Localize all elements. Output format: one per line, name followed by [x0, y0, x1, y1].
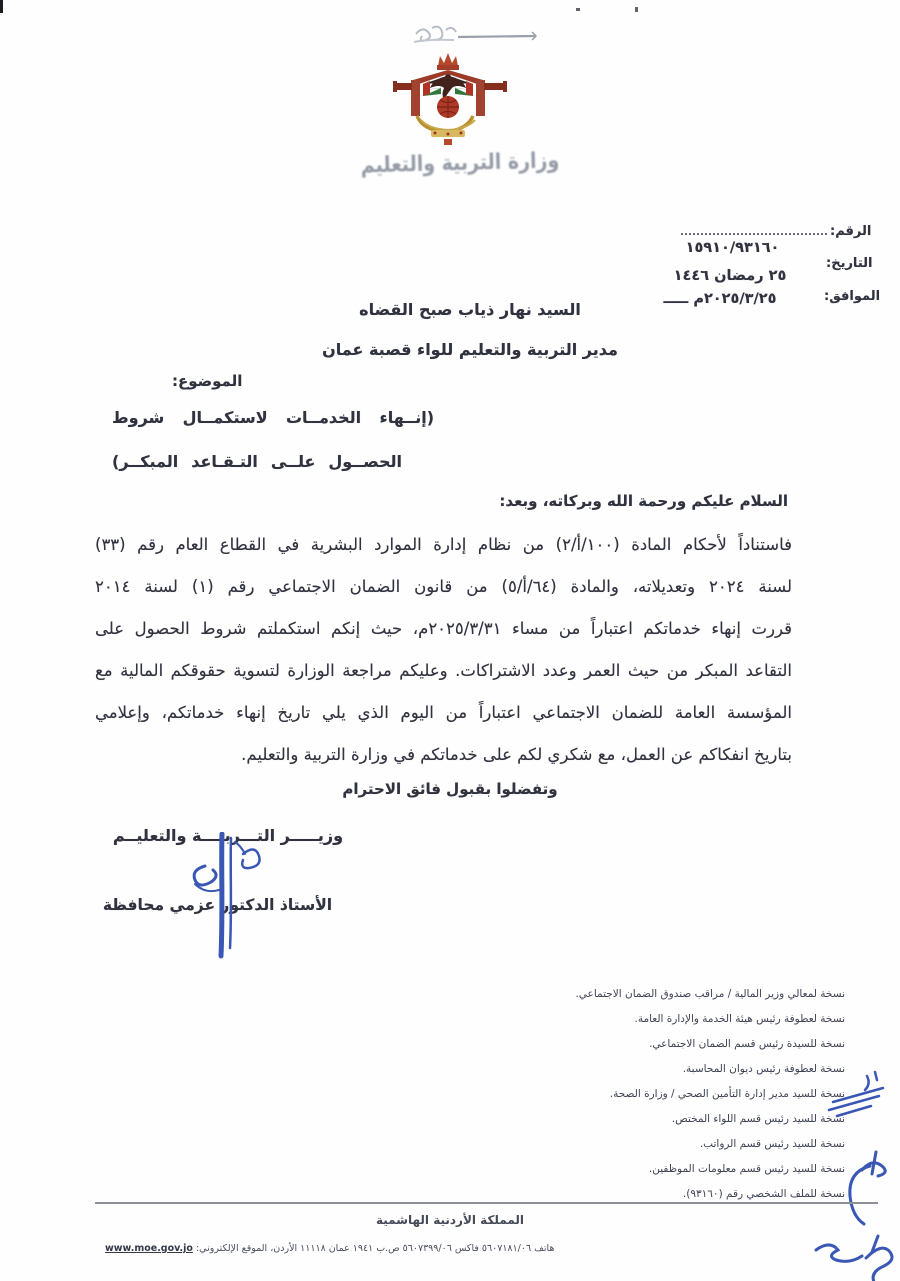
gregorian-date-value: ٢٠٢٥/٣/٢٥م ـــــ — [663, 291, 777, 307]
hijri-date-label: التاريخ: — [826, 256, 873, 271]
faint-stamp-mark — [408, 20, 543, 52]
subject-line-2: الحصــول علــى التـقـاعد المبكــر) — [112, 452, 402, 471]
jordan-coat-of-arms — [393, 50, 507, 148]
contact-text: هاتف ٥٦٠٧١٨١/٠٦ فاكس ٥٦٠٧٣٩٩/٠٦ ص.ب ١٩٤١ عمان ١١١١٨ الأردن، الموقع الإلكتروني: — [195, 1243, 555, 1254]
cc-item: نسخة للسيدة رئيس قسم الضمان الاجتماعي. — [649, 1038, 845, 1050]
cc-item: نسخة للملف الشخصي رقم (٩٣١٦٠). — [682, 1188, 845, 1200]
cc-item: نسخة لعطوفة رئيس هيئة الخدمة والإدارة العامة. — [634, 1013, 845, 1025]
coat-of-arms-icon — [393, 50, 507, 148]
speck-dot — [576, 8, 580, 11]
addressee-title: مدير التربية والتعليم للواء قصبة عمان — [322, 340, 618, 359]
body-line: لسنة ٢٠٢٤ وتعديلاته، والمادة (٦٤/أ/٥) من قانون الضمان الاجتماعي رقم (١) لسنة ٢٠١٤ — [95, 577, 793, 596]
footer-divider — [95, 1202, 878, 1204]
body-line: فاستناداً لأحكام المادة (١٠٠/أ/٢) من نظام إدارة الموارد البشرية في القطاع العام رقم (٣٣) — [95, 535, 792, 554]
dotted-leader-line — [681, 232, 827, 235]
cc-item: نسخة لمعالي وزير المالية / مراقب صندوق الضمان الاجتماعي. — [575, 988, 845, 1000]
blue-scribble-icon — [823, 1066, 898, 1124]
handwritten-annotation-3 — [812, 1228, 900, 1281]
pencil-scribble-icon — [408, 20, 543, 52]
website-url: www.moe.gov.jo — [105, 1243, 193, 1254]
subject-line-1: (إنــهاء الخدمــات لاستكمــال شروط — [112, 408, 434, 427]
cc-item: نسخة للسيد رئيس قسم اللواء المختص. — [671, 1113, 845, 1125]
minister-name: الأستاذ الدكتور عزمي محافظة — [102, 896, 333, 914]
footer-slogan: المملكة الأردنية الهاشمية — [375, 1213, 525, 1227]
body-line: قررت إنهاء خدماتكم اعتباراً من مساء ٢٠٢٥/٣/٣١م، حيث إنكم استكملتم شروط الحصول على — [95, 619, 792, 638]
greeting-line: السلام عليكم ورحمة الله وبركاته، وبعد: — [499, 492, 788, 510]
cc-item: نسخة للسيد رئيس قسم معلومات الموظفين. — [648, 1163, 845, 1175]
handwritten-annotation-1 — [823, 1066, 898, 1124]
blue-scribble-icon — [812, 1228, 900, 1281]
cc-item: نسخة للسيد رئيس قسم الرواتب. — [699, 1138, 845, 1150]
cc-item: نسخة لعطوفة رئيس ديوان المحاسبة. — [682, 1063, 845, 1075]
gregorian-date-label: الموافق: — [824, 289, 881, 304]
body-line: المؤسسة العامة للضمان الاجتماعي اعتباراً من اليوم الذي يلي تاريخ إنهاء خدماتكم، وإعلامي — [95, 703, 792, 722]
body-line: بتاريخ انفكاكم عن العمل، مع شكري لكم على خدماتكم في وزارة التربية والتعليم. — [241, 745, 792, 764]
subject-label: الموضوع: — [172, 372, 243, 390]
signature-mark — [165, 832, 275, 960]
closing-salutation: وتفضلوا بقبول فائق الاحترام — [342, 780, 558, 798]
ref-number-value: ١٥٩١٠/٩٣١٦٠ — [685, 240, 780, 256]
cc-distribution-list — [445, 982, 845, 1207]
signature-scribble-icon — [165, 832, 275, 960]
hijri-date-value: ٢٥ رمضان ١٤٤٦ — [673, 268, 787, 284]
addressee-name: السيد نهار ذياب صبح القضاه — [359, 300, 581, 319]
body-paragraph — [95, 524, 792, 776]
footer-contact-line — [105, 1243, 575, 1254]
cc-item: نسخة للسيد مدير إدارة التأمين الصحي / وزارة الصحة. — [609, 1088, 845, 1100]
body-line: التقاعد المبكر من حيث العمر وعدد الاشتراكات. وعليكم مراجعة الوزارة لتسوية حقوقكم المالية مع — [95, 661, 792, 680]
minister-title: وزيـــــر التـــربيـــة والتعليــم — [112, 826, 344, 845]
speck-dot — [635, 7, 638, 12]
ref-number-label: الرقم: — [830, 224, 872, 239]
scan-edge-artifact — [0, 0, 3, 13]
ministry-calligraphy: وزارة التربية والتعليم — [360, 147, 560, 179]
